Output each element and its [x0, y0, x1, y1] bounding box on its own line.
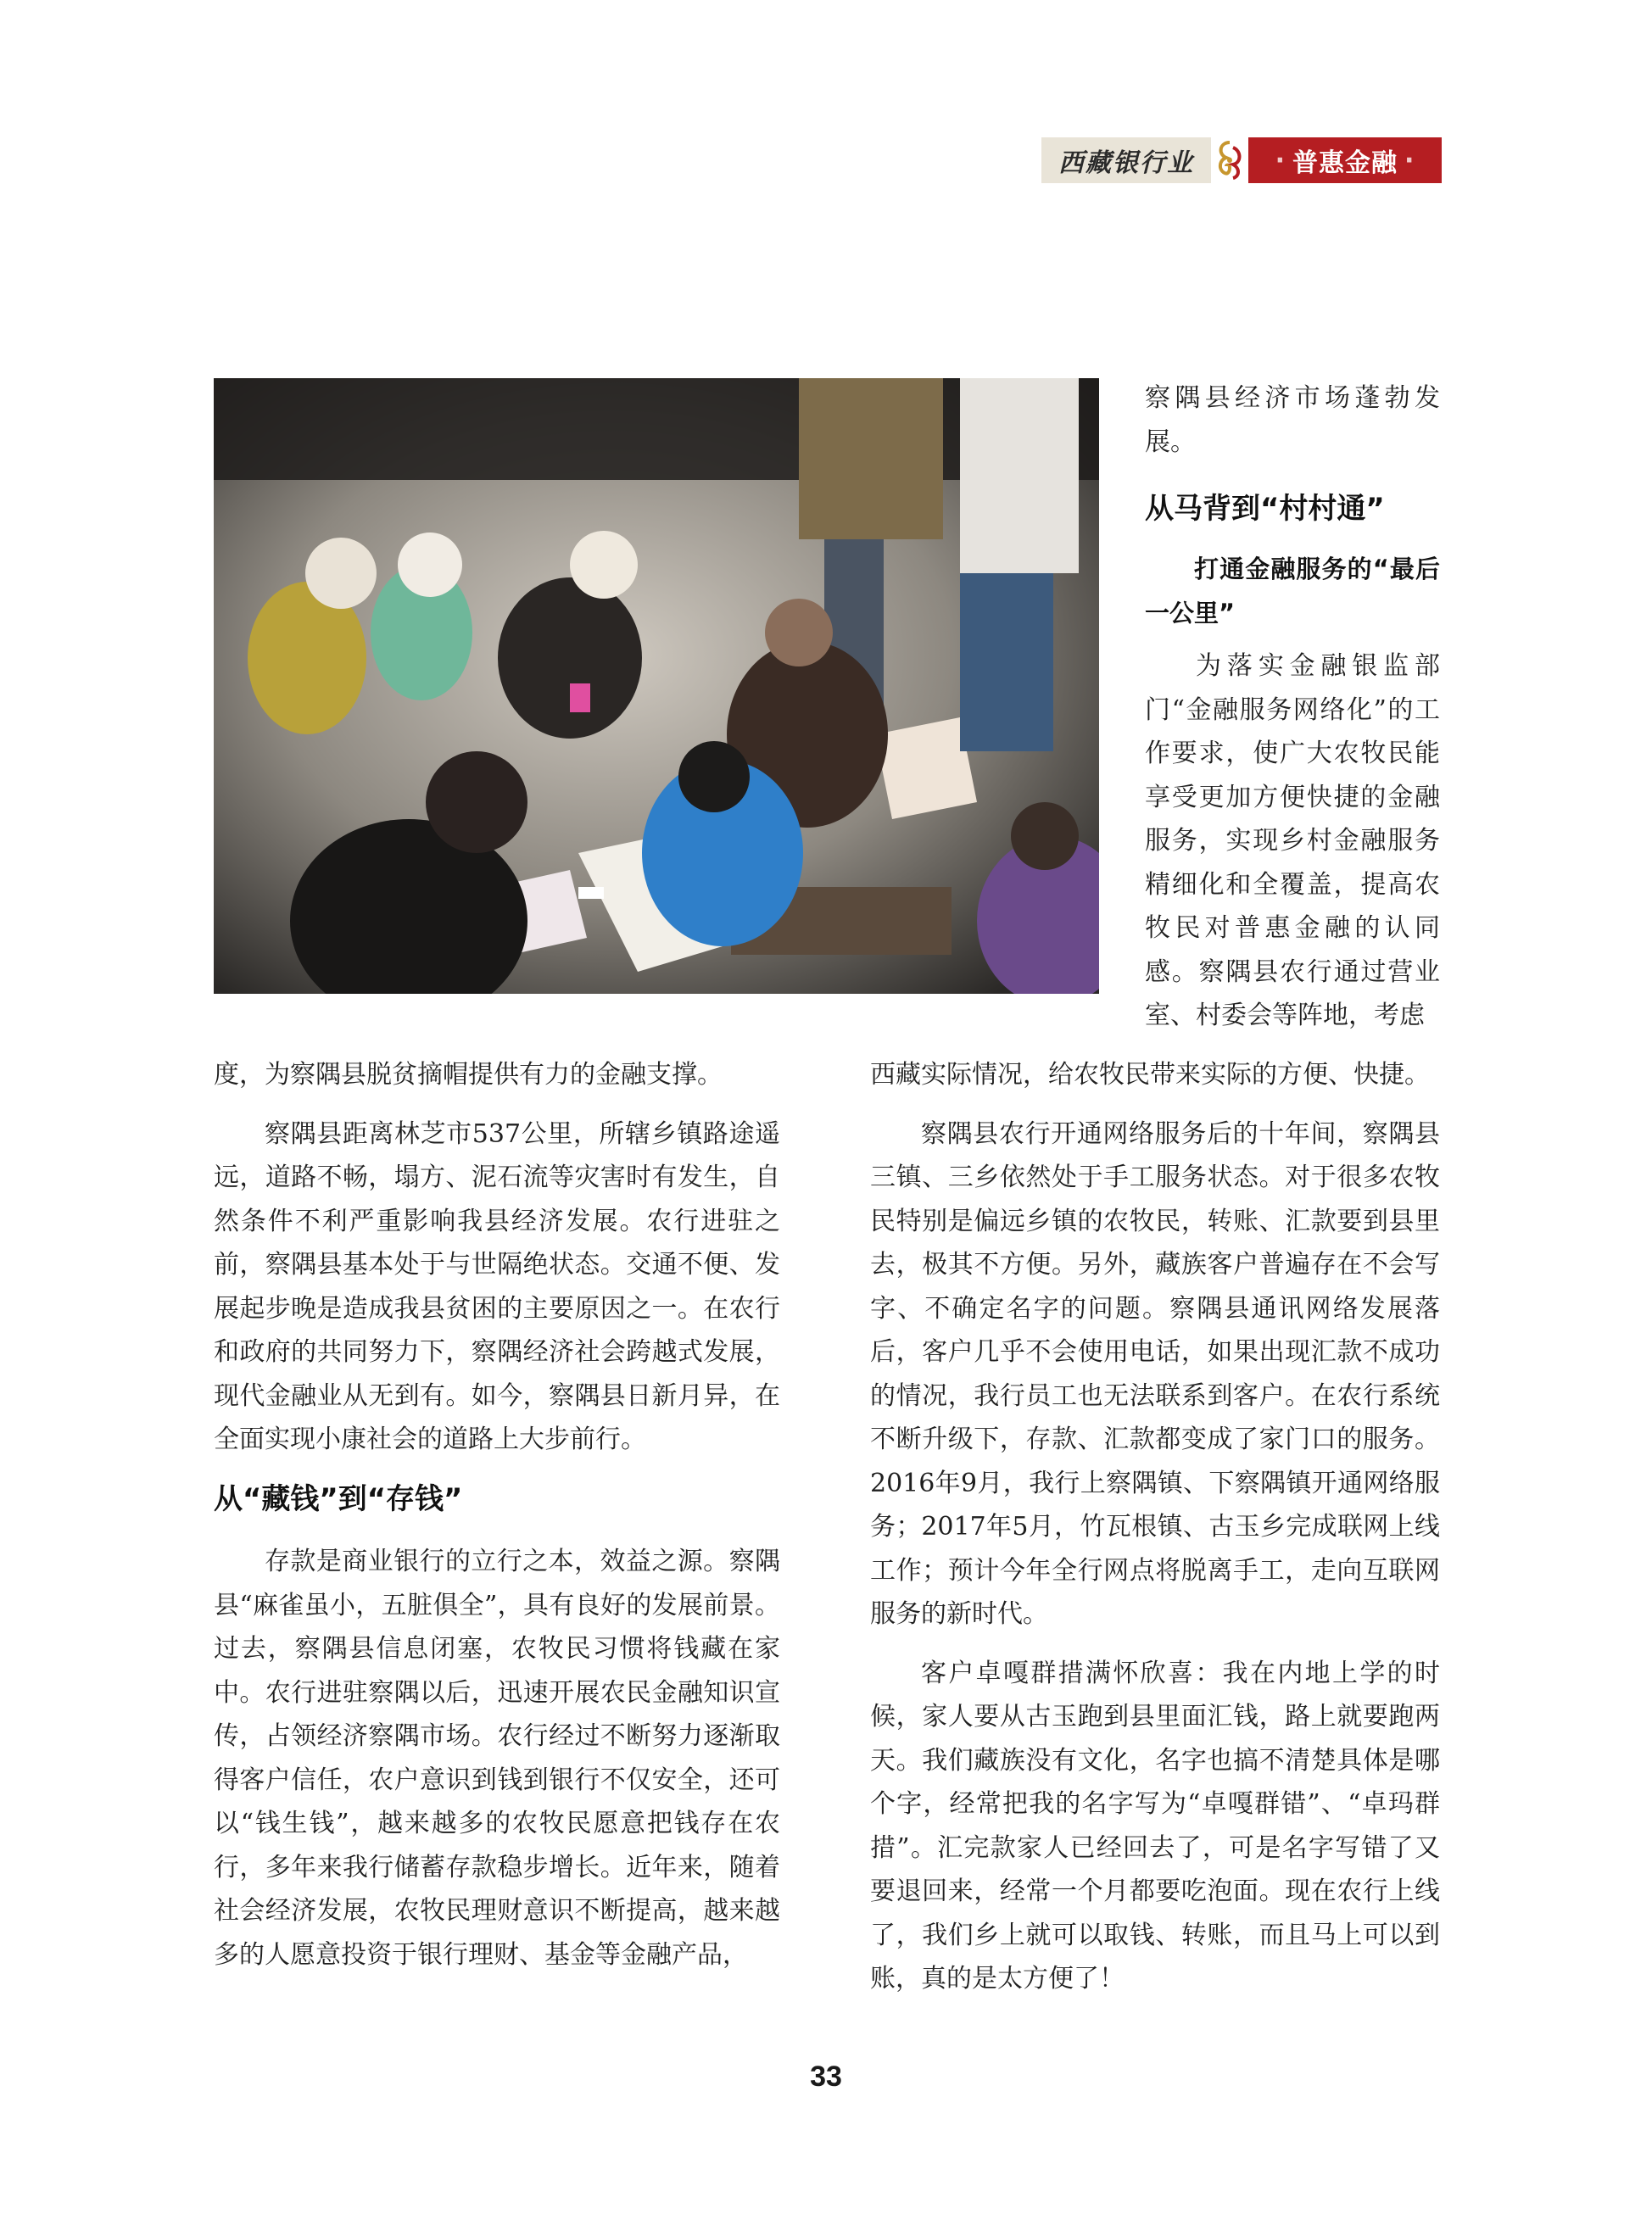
- section-label: 普惠金融: [1292, 148, 1398, 178]
- paragraph-ten-years: 察隅县农行开通网络服务后的十年间，察隅县三镇、三乡依然处于手工服务状态。对于很多农牧民特别是偏远乡镇的农牧民，转账、汇款要到县里去，极其不方便。另外，藏族客户普遍存在不会写字、不确定名字的问题。察隅县通讯网络发展落后，客户几乎不会使用电话，如果出现汇款不成功的情况，我行员工也无法联系到客户。在农行系统不断升级下，存款、汇款都变成了家门口的服务。2016年9月，我行上察隅镇、下察隅镇开通网络服务；2017年5月，竹瓦根镇、古玉乡完成联网上线工作；预计今年全行网点将脱离手工，走向互联网服务的新时代。: [870, 1118, 1440, 1629]
- paragraph-convenience: 西藏实际情况，给农牧民带来实际的方便、快捷。: [870, 1060, 1430, 1090]
- section-dot-left: ·: [1275, 145, 1286, 176]
- page-number: 33: [810, 2060, 842, 2093]
- paragraph-network-requirement: 为落实金融银监部门“金融服务网络化”的工作要求，使广大农牧民能享受更加方便快捷的金融服务，实现乡村金融服务精细化和全覆盖，提高农牧民对普惠金融的认同感。察隅县农行通过营业室、村委会等阵地，考虑: [1145, 651, 1440, 1030]
- section-heading-deposit: 从“藏钱”到“存钱”: [214, 1482, 463, 1516]
- magazine-title: 西藏银行业: [1041, 137, 1211, 183]
- section-heading-village: 从马背到“村村通”: [1145, 492, 1385, 526]
- paragraph-deposit: 存款是商业银行的立行之本，效益之源。察隅县“麻雀虽小，五脏俱全”，具有良好的发展前景。过去，察隅县信息闭塞，农牧民习惯将钱藏在家中。农行进驻察隅以后，迅速开展农民金融知识宣传，占领经济察隅市场。农行经过不断努力逐渐取得客户信任，农户意识到钱到银行不仅安全，还可以“钱生钱”，越来越多的农牧民愿意把钱存在农行，多年来我行储蓄存款稳步增长。近年来，随着社会经济发展，农牧民理财意识不断提高，越来越多的人愿意投资于银行理财、基金等金融产品，: [214, 1547, 780, 1970]
- section-label-box: [1248, 137, 1442, 183]
- paragraph-customer-quote: 客户卓嘎群措满怀欣喜：我在内地上学的时候，家人要从古玉跑到县里面汇钱，路上就要跑两天。我们藏族没有文化，名字也搞不清楚具体是哪个字，经常把我的名字写为“卓嘎群错”、“卓玛群措”。汇完款家人已经回去了，可是名字写错了又要退回来，经常一个月都要吃泡面。现在农行上线了，我们乡上就可以取钱、转账，而且马上可以到账，真的是太方便了！: [870, 1658, 1440, 1994]
- right-column-lower: [870, 1053, 1440, 2001]
- section-subheading: 打通金融服务的“最后一公里”: [1145, 555, 1440, 627]
- right-column-middle: [1145, 644, 1440, 1038]
- paragraph-market: 察隅县经济市场蓬勃发展。: [1145, 383, 1440, 457]
- right-column-top: [1145, 376, 1440, 464]
- night-outreach-photo: [214, 378, 1099, 994]
- left-column-lower: [214, 1540, 780, 1977]
- section-dot-right: ·: [1404, 145, 1415, 176]
- paragraph-support: 度，为察隅县脱贫摘帽提供有力的金融支撑。: [214, 1060, 723, 1090]
- auspicious-knot-icon: [1211, 137, 1248, 183]
- paragraph-distance: 察隅县距离林芝市537公里，所辖乡镇路途遥远，道路不畅，塌方、泥石流等灾害时有发生，自然条件不利严重影响我县经济发展。农行进驻之前，察隅县基本处于与世隔绝状态。交通不便、发展起步晚是造成我县贫困的主要原因之一。在农行和政府的共同努力下，察隅经济社会跨越式发展，现代金融业从无到有。如今，察隅县日新月异，在全面实现小康社会的道路上大步前行。: [214, 1118, 780, 1454]
- section-banner: [1041, 137, 1442, 183]
- left-column: [214, 1053, 780, 1462]
